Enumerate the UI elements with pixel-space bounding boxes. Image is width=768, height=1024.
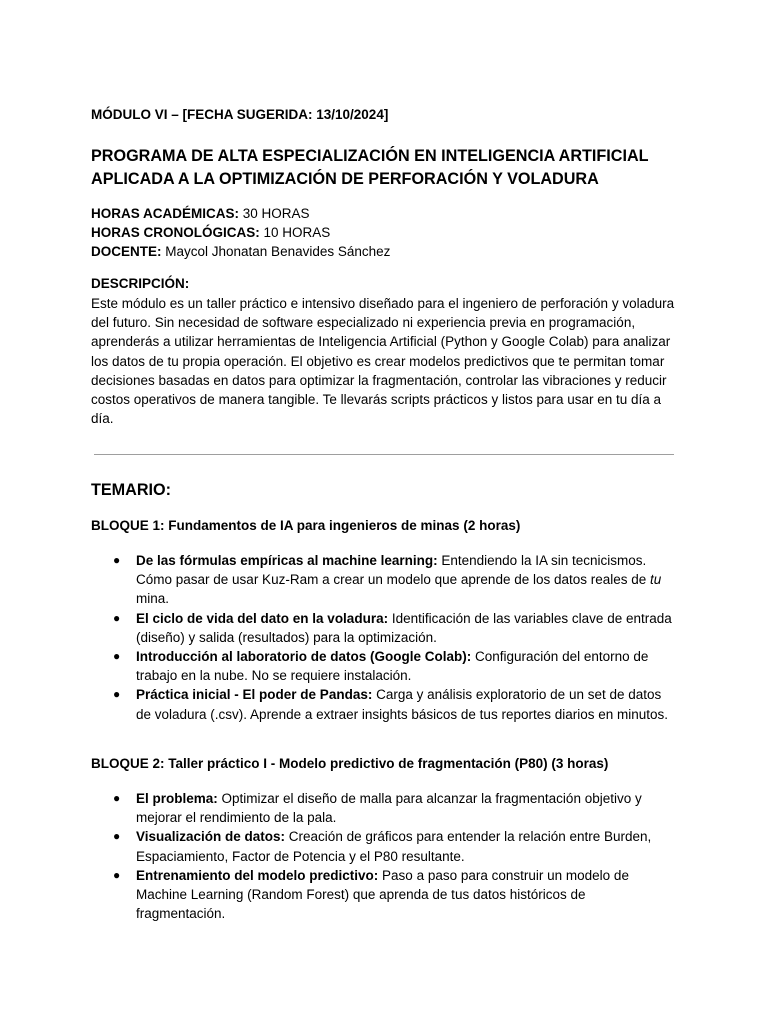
list-item — [91, 647, 676, 685]
module-date-line: MÓDULO VI – [FECHA SUGERIDA: 13/10/2024] — [91, 107, 389, 122]
bullet-icon: ● — [113, 610, 121, 625]
item-bold: Visualización de datos: — [136, 829, 286, 845]
item-bold: Práctica inicial - El poder de Pandas: — [136, 687, 373, 703]
item-bold: De las fórmulas empíricas al machine learning: — [136, 553, 438, 568]
chrono-hours-value: 10 HORAS — [259, 225, 331, 240]
bullet-icon: ● — [113, 791, 121, 805]
teacher — [91, 242, 390, 261]
bullet-icon: ● — [113, 553, 121, 567]
item-bold: El problema: — [136, 791, 218, 806]
item-bold: Introducción al laboratorio de datos (Google Colab): — [136, 649, 472, 665]
list-item — [91, 827, 676, 865]
course-meta — [91, 204, 390, 261]
bloque2-list — [91, 789, 676, 923]
item-bold: El ciclo de vida del dato en la voladura: — [136, 610, 389, 626]
list-item — [91, 866, 676, 924]
list-item — [91, 609, 676, 647]
academic-hours — [91, 204, 390, 223]
bloque2-title: BLOQUE 2: Taller práctico I - Modelo predictivo de fragmentación (P80) (3 horas) — [91, 756, 609, 771]
item-bold: Entrenamiento del modelo predictivo: — [136, 867, 379, 883]
list-item — [91, 551, 676, 609]
item-text: Entendiendo la IA sin tecnicismos. Cómo pasar de usar Kuz-Ram a crear un modelo que aprende de los datos reales de — [136, 553, 651, 588]
description-text: Este módulo es un taller práctico e intensivo diseñado para el ingeniero de perforación y voladura del futuro. Sin necesidad de software especializado ni experiencia previa en programación, aprenderás a utilizar herramientas de Inteligencia Artificial (Python y Google Colab) para analizar los datos de tu propia operación. El objetivo es crear modelos predictivos que te permitan tomar decisiones basadas en datos para optimizar la fragmentación, controlar las vibraciones y reducir costos operativos de manera tangible. Te llevarás scripts prácticos y listos para usar en tu día a día. — [91, 296, 675, 427]
list-item — [91, 685, 676, 723]
teacher-label: DOCENTE: — [91, 244, 162, 259]
program-title: PROGRAMA DE ALTA ESPECIALIZACIÓN EN INTELIGENCIA ARTIFICIAL APLICADA A LA OPTIMIZACIÓN DE PERFORACIÓN Y VOLADURA — [91, 147, 649, 188]
chrono-hours-label: HORAS CRONOLÓGICAS: — [91, 225, 260, 240]
temario-heading: TEMARIO: — [91, 481, 172, 499]
chrono-hours — [91, 223, 390, 242]
description-heading: DESCRIPCIÓN: — [91, 276, 190, 291]
bullet-icon: ● — [113, 829, 121, 844]
teacher-value: Maycol Jhonatan Benavides Sánchez — [161, 244, 391, 259]
item-text: Configuración del entorno de trabajo en la nube. No se requiere instalación. — [136, 649, 649, 684]
horizontal-divider — [94, 454, 674, 455]
bloque1-title: BLOQUE 1: Fundamentos de IA para ingenieros de minas (2 horas) — [91, 518, 521, 533]
item-text: Carga y análisis exploratorio de un set de datos de voladura (.csv). Aprende a extraer insights básicos de tus reportes diarios en minutos. — [136, 687, 669, 722]
bullet-icon: ● — [113, 687, 121, 702]
item-text: Paso a paso para construir un modelo de Machine Learning (Random Forest) que aprenda de tus datos históricos de fragmentación. — [136, 867, 629, 922]
item-italic: tu — [650, 572, 662, 588]
item-text: Creación de gráficos para entender la relación entre Burden, Espaciamiento, Factor de Potencia y el P80 resultante. — [136, 829, 652, 864]
item-text: Identificación de las variables clave de entrada (diseño) y salida (resultados) para la optimización. — [136, 610, 672, 645]
academic-hours-value: 30 HORAS — [239, 206, 310, 221]
list-item — [91, 789, 676, 827]
bullet-icon: ● — [113, 649, 121, 664]
bullet-icon: ● — [113, 867, 121, 882]
academic-hours-label: HORAS ACADÉMICAS: — [91, 206, 239, 221]
item-tail: mina. — [136, 591, 170, 607]
bloque1-list — [91, 551, 676, 724]
item-text: Optimizar el diseño de malla para alcanzar la fragmentación objetivo y mejorar el rendimiento de la pala. — [136, 791, 642, 826]
